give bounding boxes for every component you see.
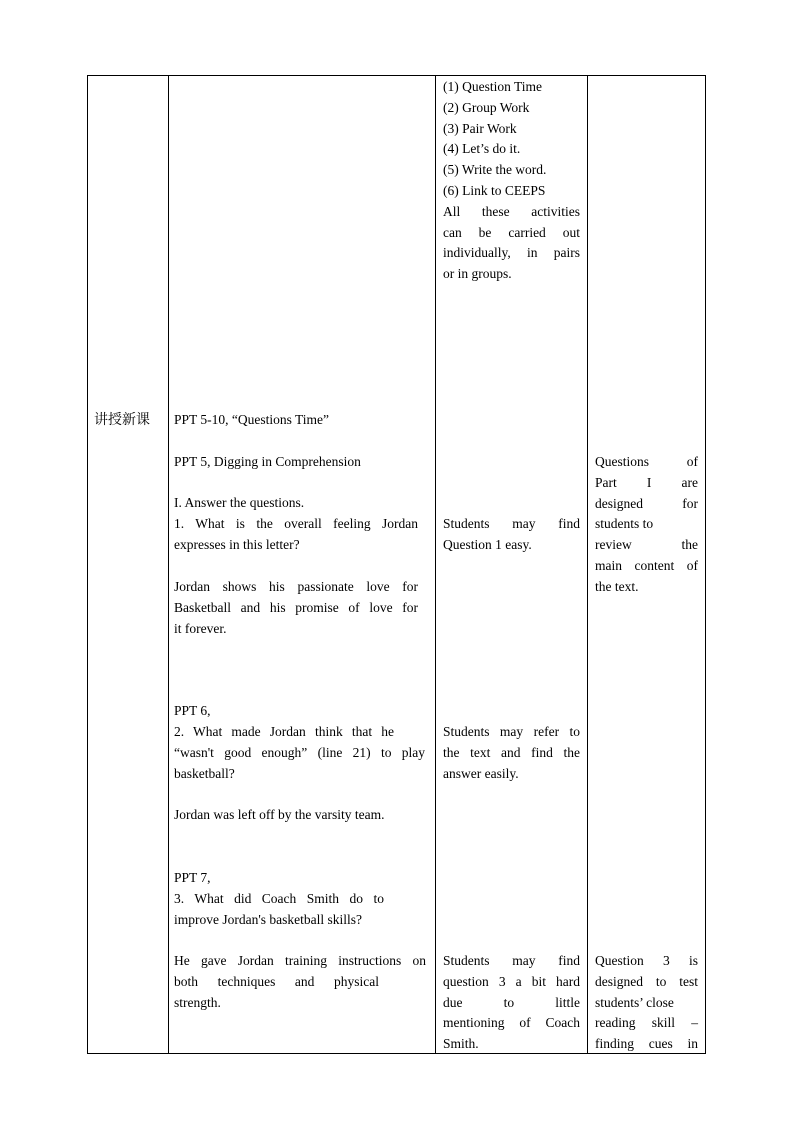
ppt5-title: PPT 5, Digging in Comprehension <box>174 454 361 469</box>
stage-label: 讲授新课 <box>94 412 150 428</box>
activities-note-line: All these activities <box>443 203 580 219</box>
answer-line: both techniques and physical <box>174 973 379 989</box>
design-note-2 <box>595 951 698 1055</box>
answer-2: Jordan was left off by the varsity team. <box>174 807 385 822</box>
question-line: 3. What did Coach Smith do to <box>174 891 384 906</box>
note-line: designed for <box>595 495 698 511</box>
activities-note-line: individually, in pairs <box>443 245 580 261</box>
question-3 <box>174 889 394 931</box>
note-line: students’ close <box>595 994 674 1010</box>
student-note-3 <box>443 951 580 1055</box>
question-line: improve Jordan's basketball skills? <box>174 911 363 927</box>
question-1 <box>174 514 418 556</box>
column-divider <box>168 76 169 1053</box>
question-line: 2. What made Jordan think that he <box>174 724 394 739</box>
note-line: Students may find <box>443 953 580 968</box>
answer-line: Jordan shows his passionate love for <box>174 579 418 594</box>
answer-3 <box>174 951 426 1013</box>
note-line: answer easily. <box>443 765 519 781</box>
ppt-intro: PPT 5-10, “Questions Time” <box>174 412 330 427</box>
note-line: Question 1 easy. <box>443 536 532 552</box>
column-divider <box>587 76 588 1053</box>
note-line: the text and find the <box>443 744 580 760</box>
note-line: Questions of <box>595 454 698 469</box>
note-line: question 3 a bit hard <box>443 973 580 989</box>
activity-item: (1) Question Time <box>443 79 543 94</box>
lesson-plan-table <box>87 75 706 1054</box>
answer-line: strength. <box>174 994 221 1010</box>
activity-item: (2) Group Work <box>443 99 530 115</box>
answer-1 <box>174 577 418 639</box>
part-heading: I. Answer the questions. <box>174 495 305 510</box>
ppt7-title: PPT 7, <box>174 870 211 885</box>
activity-item: (3) Pair Work <box>443 120 517 136</box>
note-line: Smith. <box>443 1036 479 1052</box>
column-divider <box>435 76 436 1053</box>
activity-item: (5) Write the word. <box>443 162 547 178</box>
student-note-1 <box>443 514 580 556</box>
answer-line: it forever. <box>174 620 227 636</box>
question-line: expresses in this letter? <box>174 536 300 552</box>
note-line: Students may refer to <box>443 724 580 739</box>
question-line: “wasn't good enough” (line 21) to play <box>174 744 425 760</box>
note-line: mentioning of Coach <box>443 1015 580 1031</box>
answer-line: He gave Jordan training instructions on <box>174 953 426 968</box>
note-line: designed to test <box>595 973 698 989</box>
note-line: students to <box>595 516 654 532</box>
activity-item: (4) Let’s do it. <box>443 141 521 157</box>
question-line: basketball? <box>174 765 235 781</box>
note-line: finding cues in <box>595 1036 698 1052</box>
student-note-2 <box>443 722 580 784</box>
note-line: Question 3 is <box>595 953 698 968</box>
question-2 <box>174 722 425 784</box>
ppt6-title: PPT 6, <box>174 703 211 718</box>
note-line: Students may find <box>443 516 580 531</box>
answer-line: Basketball and his promise of love for <box>174 599 418 615</box>
design-note-1 <box>595 452 698 598</box>
note-line: review the <box>595 537 698 553</box>
activities-note-line: or in groups. <box>443 266 512 282</box>
question-line: 1. What is the overall feeling Jordan <box>174 516 418 531</box>
note-line: reading skill – <box>595 1015 698 1031</box>
note-line: Part I are <box>595 474 698 490</box>
note-line: due to little <box>443 994 580 1010</box>
note-line: main content of <box>595 557 698 573</box>
activities-list <box>443 77 580 285</box>
activities-note-line: can be carried out <box>443 224 580 240</box>
note-line: the text. <box>595 578 639 594</box>
activity-item: (6) Link to CEEPS <box>443 182 546 198</box>
